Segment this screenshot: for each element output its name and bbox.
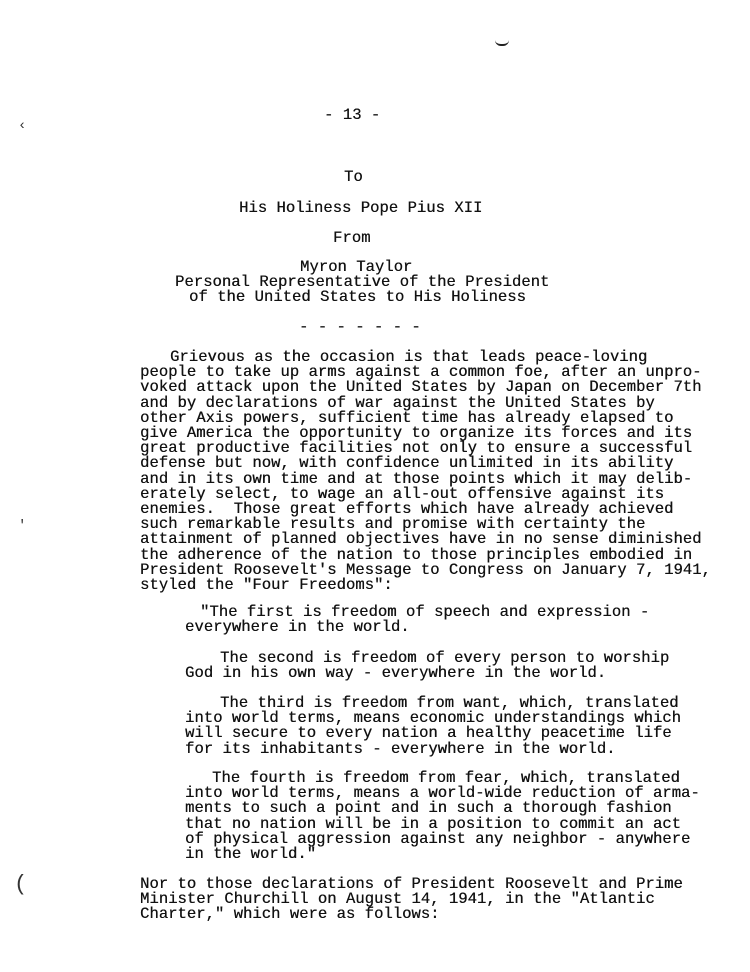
sender-title: Personal Representative of the President <box>175 273 550 291</box>
margin-mark: ‹ <box>18 118 27 134</box>
sender-name: Myron Taylor <box>300 258 413 276</box>
text-line: and by declarations of war against the United States by <box>140 393 655 412</box>
text-line: President Roosevelt's Message to Congress on January 7, 1941, <box>140 560 711 579</box>
text-line: give America the opportunity to organize its forces and its <box>140 424 693 443</box>
text-line: The third is freedom from want, which, translated <box>220 694 679 712</box>
closing-paragraph <box>140 877 683 923</box>
text-line: erately select, to wage an all-out offensive against its <box>140 484 665 503</box>
text-line: defense but now, with confidence unlimited in its ability <box>140 454 674 473</box>
text-line: "The first is freedom of speech and expression - <box>200 603 650 621</box>
scan-mark-top <box>495 40 509 46</box>
text-line: in the world." <box>185 845 317 864</box>
freedom-4 <box>185 771 700 862</box>
from-label: From <box>333 229 371 247</box>
text-line: Grievous as the occasion is that leads peace-loving <box>170 348 648 366</box>
text-line: great productive facilities not only to ensure a successful <box>140 439 693 458</box>
margin-mark: ' <box>18 518 27 534</box>
text-line: God in his own way - everywhere in the world. <box>185 664 607 683</box>
text-line: Minister Churchill on August 14, 1941, in the "Atlantic <box>140 890 655 909</box>
text-line: into world terms, means economic understandings which <box>185 709 681 728</box>
text-line: the adherence of the nation to those principles embodied in <box>140 545 693 564</box>
text-line: into world terms, means a world-wide reduction of arma- <box>185 784 700 803</box>
text-line: ments to such a point and in such a thorough fashion <box>185 799 672 818</box>
freedom-1 <box>185 605 649 635</box>
recipient: His Holiness Pope Pius XII <box>239 199 483 217</box>
text-line: Nor to those declarations of President Roosevelt and Prime <box>140 875 683 893</box>
text-line: styled the "Four Freedoms": <box>140 576 393 595</box>
body-paragraph <box>140 350 711 593</box>
text-line: enemies. Those great efforts which have already achieved <box>140 500 674 519</box>
text-line: Charter," which were as follows: <box>140 905 440 924</box>
text-line: such remarkable results and promise with certainty the <box>140 515 646 534</box>
separator: - - - - - - - <box>299 318 421 336</box>
sender-title-cont: of the United States to His Holiness <box>189 288 526 306</box>
text-line: voked attack upon the United States by Japan on December 7th <box>140 378 702 397</box>
text-line: for its inhabitants - everywhere in the world. <box>185 739 616 758</box>
text-line: The second is freedom of every person to worship <box>220 649 670 667</box>
text-line: everywhere in the world. <box>185 618 410 637</box>
text-line: attainment of planned objectives have in no sense diminished <box>140 530 702 549</box>
text-line: will secure to every nation a healthy peacetime life <box>185 724 672 743</box>
text-line: and in its own time and at those points which it may delib- <box>140 469 693 488</box>
text-line: other Axis powers, sufficient time has already elapsed to <box>140 408 674 427</box>
text-line: people to take up arms against a common foe, after an unpro- <box>140 363 702 382</box>
text-line: of physical aggression against any neighbor - anywhere <box>185 829 691 848</box>
text-line: The fourth is freedom from fear, which, translated <box>212 769 680 787</box>
freedom-3 <box>185 696 681 757</box>
page-number: - 13 - <box>324 106 381 124</box>
margin-mark: ( <box>14 872 28 897</box>
freedom-2 <box>185 651 669 681</box>
to-label: To <box>344 168 363 186</box>
text-line: that no nation will be in a position to commit an act <box>185 814 681 833</box>
